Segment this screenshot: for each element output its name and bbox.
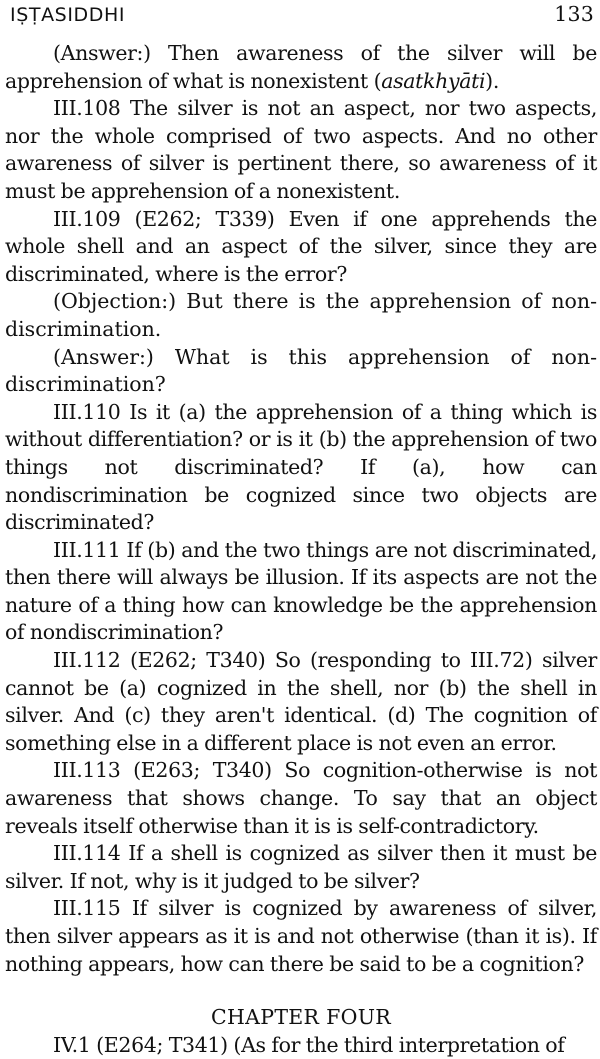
paragraph-iii-109: III.109 (E262; T339) Even if one apprehends the whole shell and an aspect of the silver, since they are discriminated, where is the error? (5, 206, 597, 286)
paragraph-answer-asatkhyati (5, 40, 597, 95)
paragraph-iii-115: III.115 If silver is cognized by awareness of silver, then silver appears as it is and not otherwise (than it is). If nothing appears, how can there be said to be a cognition? (5, 896, 597, 976)
paragraph-iii-110: III.110 Is it (a) the apprehension of a thing which is without differentiation? or is it (b) the apprehension of two things not discriminated? If (a), how can nondiscrimination be cognized since two objects are discriminated? (5, 399, 597, 535)
paragraph-text: (Answer:) Then awareness of the silver will be apprehension of what is nonexistent ( (5, 41, 597, 93)
paragraph-iii-112: III.112 (E262; T340) So (responding to III.72) silver cannot be (a) cognized in the shell, nor (b) the shell in silver. And (c) they aren't identical. (d) The cognition of something else in a different place is not even an error. (5, 648, 597, 755)
paragraph-objection: (Objection:) But there is the apprehension of non-discrimination. (5, 289, 597, 341)
paragraph-iii-111: III.111 If (b) and the two things are not discriminated, then there will always be illusion. If its aspects are not the nature of a thing how can knowledge be the apprehension of nondiscrimination? (5, 537, 597, 645)
paragraph-iii-108: III.108 The silver is not an aspect, nor two aspects, nor the whole comprised of two aspects. And no other awareness of silver is pertinent there, so awareness of it must be apprehension of a nonexistent. (5, 96, 597, 203)
running-head (10, 2, 594, 28)
page-number: 133 (554, 2, 594, 26)
italic-term-asatkhyati: asatkhyāti (381, 68, 486, 93)
paragraph-answer-nondiscrimination: (Answer:) What is this apprehension of non-discrimination? (5, 344, 597, 397)
paragraph-iv-1: IV.1 (E264; T341) (As for the third interpretation of (53, 1032, 565, 1057)
paragraph-iii-113: III.113 (E263; T340) So cognition-otherwise is not awareness that shows change. To say that an object reveals itself otherwise than it is is self-contradictory. (5, 758, 597, 838)
body-text (5, 40, 597, 1059)
running-title: IṢṬASIDDHI (10, 4, 126, 26)
chapter-heading: CHAPTER FOUR (210, 1005, 392, 1030)
paragraph-text: ). (485, 68, 499, 93)
paragraph-iii-114: III.114 If a shell is cognized as silver then it must be silver. If not, why is it judged to be silver? (5, 841, 597, 893)
